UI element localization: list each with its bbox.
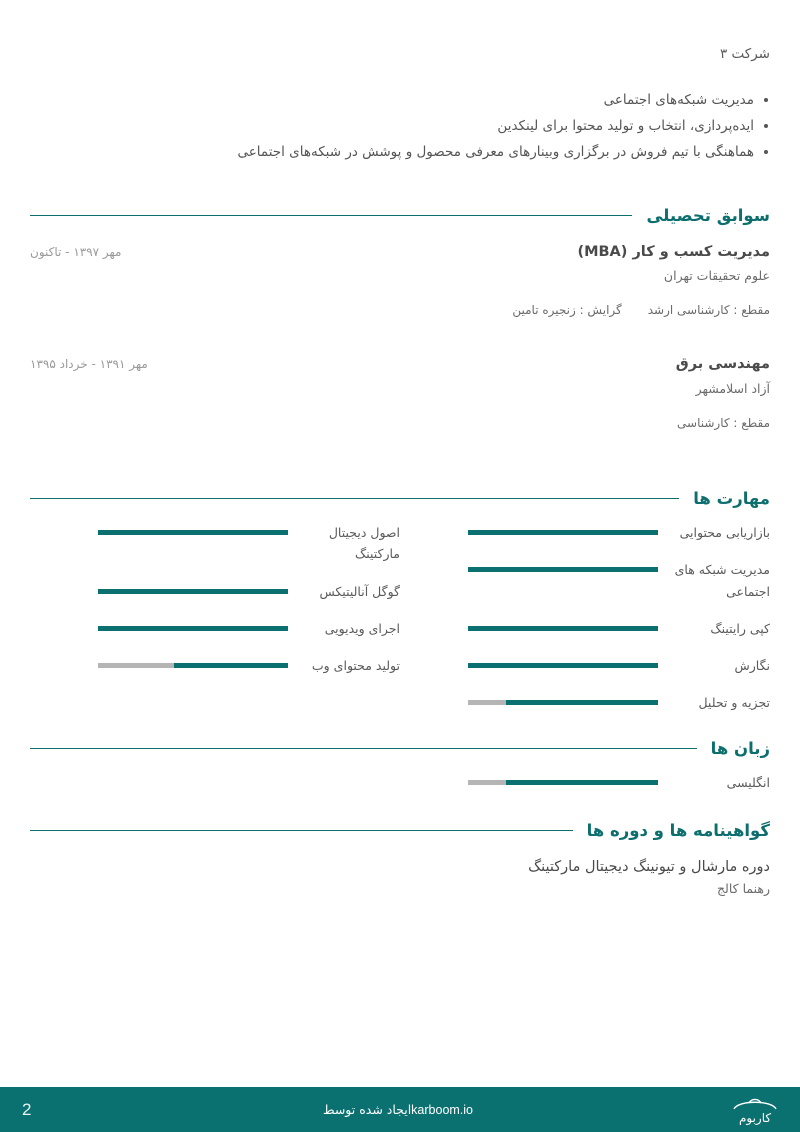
skill-bar-fill (98, 589, 288, 594)
certificates-section (30, 821, 770, 896)
skills-section-heading (30, 489, 770, 508)
language-item (400, 772, 770, 793)
skill-label: اصول دیجیتال مارکتینگ (328, 525, 400, 562)
certificate-organization: رهنما کالج (716, 881, 770, 897)
skill-bar-fill (98, 530, 288, 535)
languages-section (30, 739, 770, 793)
skill-label: نگارش (734, 658, 770, 673)
section-title: مهارت ها (693, 489, 770, 508)
skill-bar (98, 589, 288, 594)
skill-bar (98, 530, 288, 535)
skill-bar-fill (174, 663, 288, 668)
skill-bar (468, 700, 658, 705)
skill-bar-fill (506, 700, 658, 705)
skill-bar-fill (468, 663, 658, 668)
job-experience-block (30, 44, 770, 166)
footer-credit (0, 1102, 800, 1117)
education-field: گرایش : زنجیره تامین (512, 303, 622, 318)
list-item: ایده‌پردازی، انتخاب و تولید محتوا برای لینکدین (30, 113, 770, 139)
section-divider (30, 748, 697, 750)
skill-bar-fill (468, 567, 658, 572)
skills-grid (30, 522, 770, 730)
education-school: علوم تحقیقات تهران (663, 268, 770, 284)
section-title: گواهینامه ها و دوره ها (586, 821, 770, 840)
education-section-heading (30, 206, 770, 225)
skills-column-right (400, 522, 770, 730)
skill-label: مدیریت شبکه های اجتماعی (674, 562, 770, 599)
skill-bar (468, 626, 658, 631)
skill-item (30, 522, 400, 565)
logo-wordmark: کاربوم (738, 1111, 772, 1125)
skill-item (400, 655, 770, 676)
skill-item (400, 559, 770, 602)
certificate-title: دوره مارشال و تیونینگ دیجیتال مارکتینگ (528, 859, 770, 875)
language-bar (468, 780, 658, 785)
skills-section (30, 489, 770, 730)
education-entry (30, 241, 770, 317)
skill-label: اجرای ویدیویی (324, 620, 400, 636)
section-title: زبان ها (710, 739, 770, 758)
skill-bar-fill (98, 626, 288, 631)
section-divider (30, 498, 679, 500)
skill-label: گوگل آنالیتیکس (319, 583, 400, 599)
education-degree: مدیریت کسب و کار (MBA) (577, 244, 770, 260)
skill-bar (98, 626, 288, 631)
education-degree: مهندسی برق (675, 356, 770, 373)
umbrella-arc-icon (732, 1095, 778, 1111)
skill-label: بازاریابی محتوایی (679, 525, 770, 540)
skill-bar-fill (468, 530, 658, 535)
certificate-entry (30, 856, 770, 896)
skill-item (30, 581, 400, 602)
languages-section-heading (30, 739, 770, 758)
list-item: مدیریت شبکه‌های اجتماعی (30, 87, 770, 113)
skill-label: تجزیه و تحلیل (698, 695, 770, 711)
list-item: هماهنگی با تیم فروش در برگزاری وبینارهای معرفی محصول و پوشش در شبکه‌های اجتماعی (30, 139, 770, 165)
education-school: آزاد اسلامشهر (695, 380, 770, 396)
skill-bar (98, 663, 288, 668)
skill-label: تولید محتوای وب (311, 658, 400, 673)
language-label: انگلیسی (726, 775, 770, 790)
language-bar-fill (506, 780, 658, 785)
page-number: 2 (22, 1099, 32, 1119)
karboom-logo[interactable] (732, 1095, 778, 1124)
education-level: مقطع : کارشناسی ارشد (647, 303, 770, 318)
footer-url[interactable]: karboom.io (411, 1103, 474, 1117)
skill-item (400, 692, 770, 713)
education-date-range: مهر ۱۳۹۷ - تاکنون (30, 245, 122, 259)
skill-label: کپی رایتینگ (710, 620, 770, 636)
education-level: مقطع : کارشناسی (677, 415, 770, 430)
skill-bar-fill (468, 626, 658, 631)
section-title: سوابق تحصیلی (646, 206, 770, 225)
section-divider (30, 830, 573, 832)
page-footer (0, 1087, 800, 1132)
certificates-section-heading (30, 821, 770, 840)
section-divider (30, 215, 632, 217)
skills-column-left (30, 522, 400, 730)
skill-bar (468, 530, 658, 535)
education-date-range: مهر ۱۳۹۱ - خرداد ۱۳۹۵ (30, 357, 148, 372)
job-responsibility-list (30, 87, 770, 166)
skill-item (400, 522, 770, 543)
education-section (30, 206, 770, 430)
skill-bar (468, 567, 658, 572)
skill-item (400, 618, 770, 639)
skill-item (30, 655, 400, 676)
education-entry (30, 353, 770, 429)
skill-bar (468, 663, 658, 668)
skill-item (30, 618, 400, 639)
footer-credit-text: ایجاد شده توسط (322, 1102, 412, 1117)
job-company-name: شرکت ۳ (719, 46, 770, 62)
